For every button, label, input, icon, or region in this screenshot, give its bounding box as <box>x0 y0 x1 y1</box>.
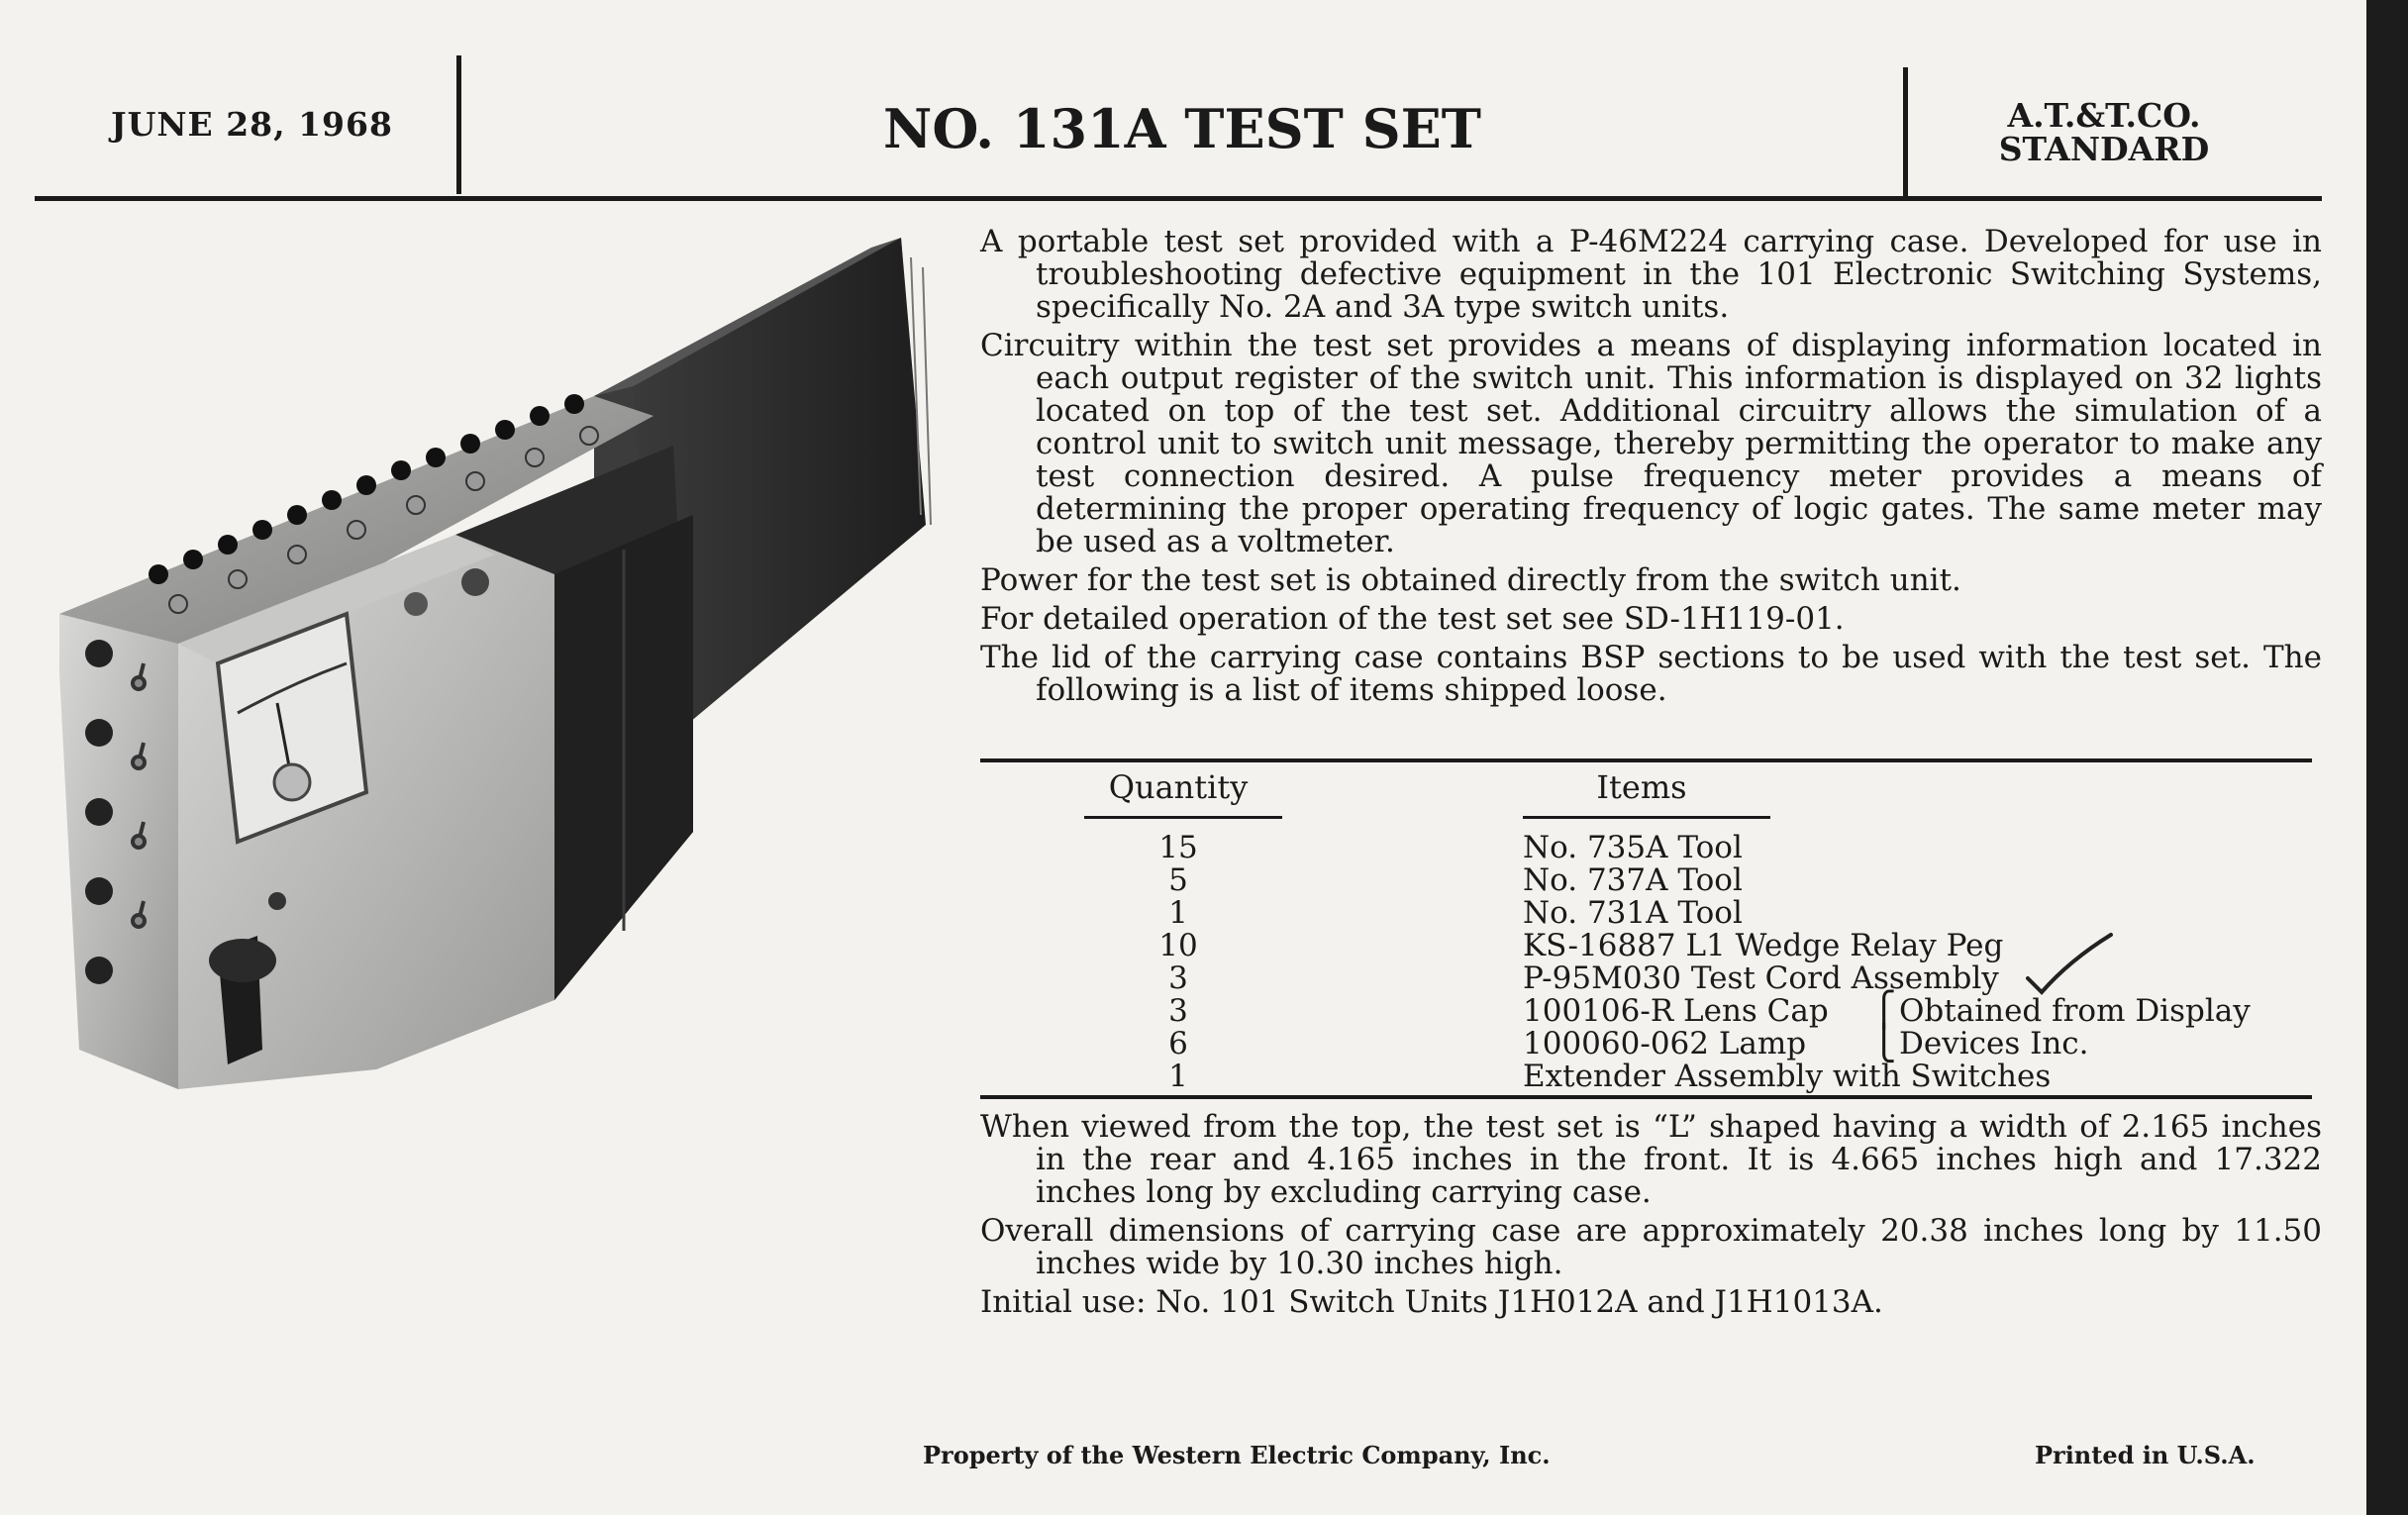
paragraph: The lid of the carrying case contains BSP sections to be used with the test set. The following is a list of items shipped loose. <box>980 640 2322 708</box>
col-quantity: Quantity <box>1108 768 1249 806</box>
col-items-underline <box>1523 816 1770 819</box>
row-item: No. 735A Tool <box>1523 830 1743 865</box>
page-title: NO. 131A TEST SET <box>883 97 1481 160</box>
table-bottom-rule <box>980 1095 2312 1099</box>
footer-property: Property of the Western Electric Company, Inc. <box>923 1441 1551 1469</box>
paragraph: A portable test set provided with a P-46M224 carrying case. Developed for use in troubleshooting defective equipment in the 101 Electronic Switching Systems, specifically No. 2A and 3A type switch units. <box>980 224 2322 325</box>
check-mark-icon <box>2020 931 2119 1000</box>
standard-line-2: STANDARD <box>1998 130 2210 168</box>
row-item: Extender Assembly with Switches <box>1523 1059 2052 1094</box>
standard-mark <box>1911 96 2297 168</box>
paragraph: Power for the test set is obtained directly from the switch unit. <box>980 562 1961 598</box>
header-divider-right <box>1903 67 1908 198</box>
row-qty: 3 <box>1168 993 1188 1029</box>
row-qty: 15 <box>1158 830 1198 865</box>
col-items: Items <box>1596 768 1687 806</box>
row-item: No. 731A Tool <box>1523 895 1743 931</box>
paragraph: Circuitry within the test set provides a means of displaying information located in each output register of the switch unit. This information is displayed on 32 lights located on top of the test set. Additional circuitry allows the simulation of a control unit to switch unit message, thereby permitting the operator to make any test connection desired. A pulse frequency meter provides a means of determining the proper operating frequency of logic gates. The same meter may be used as a voltmeter. <box>980 328 2322 559</box>
row-item: KS-16887 L1 Wedge Relay Peg <box>1523 928 2004 963</box>
row-qty: 1 <box>1168 895 1188 931</box>
footer-printed: Printed in U.S.A. <box>2035 1441 2256 1469</box>
test-set-photo <box>40 198 960 1089</box>
row-item: P-95M030 Test Cord Assembly <box>1523 960 1999 996</box>
paragraph: Initial use: No. 101 Switch Units J1H012A and J1H1013A. <box>980 1284 1883 1320</box>
row-qty: 10 <box>1158 928 1198 963</box>
paragraph: For detailed operation of the test set see SD-1H119-01. <box>980 601 1845 637</box>
paragraph: When viewed from the top, the test set is “L” shaped having a width of 2.165 inches in the rear and 4.165 inches in the front. It is 4.665 inches high and 17.322 inches long by excluding carrying case. <box>980 1109 2322 1210</box>
row-item: 100106-R Lens Cap <box>1523 993 1829 1029</box>
paragraph: Overall dimensions of carrying case are approximately 20.38 inches long by 11.50 inches wide by 10.30 inches high. <box>980 1213 2322 1281</box>
brace-icon: ⎧ <box>1871 990 1897 1030</box>
issue-date: JUNE 28, 1968 <box>111 105 393 144</box>
table-top-rule <box>980 758 2312 762</box>
col-quantity-underline <box>1084 816 1282 819</box>
row-item: 100060-062 Lamp <box>1523 1026 1807 1061</box>
card-edge <box>2366 0 2408 1515</box>
supplier-note: Devices Inc. <box>1899 1026 2089 1061</box>
dimensions-block <box>980 1111 2322 1325</box>
row-qty: 5 <box>1168 862 1188 898</box>
row-qty: 3 <box>1168 960 1188 996</box>
row-qty: 1 <box>1168 1059 1188 1094</box>
row-qty: 6 <box>1168 1026 1188 1061</box>
standard-line-1: A.T.&T.CO. <box>2007 96 2201 135</box>
row-item: No. 737A Tool <box>1523 862 1743 898</box>
header-divider-left <box>456 55 461 194</box>
supplier-note: Obtained from Display <box>1899 993 2251 1029</box>
description-block <box>980 226 2322 713</box>
brace-icon: ⎩ <box>1871 1024 1897 1063</box>
